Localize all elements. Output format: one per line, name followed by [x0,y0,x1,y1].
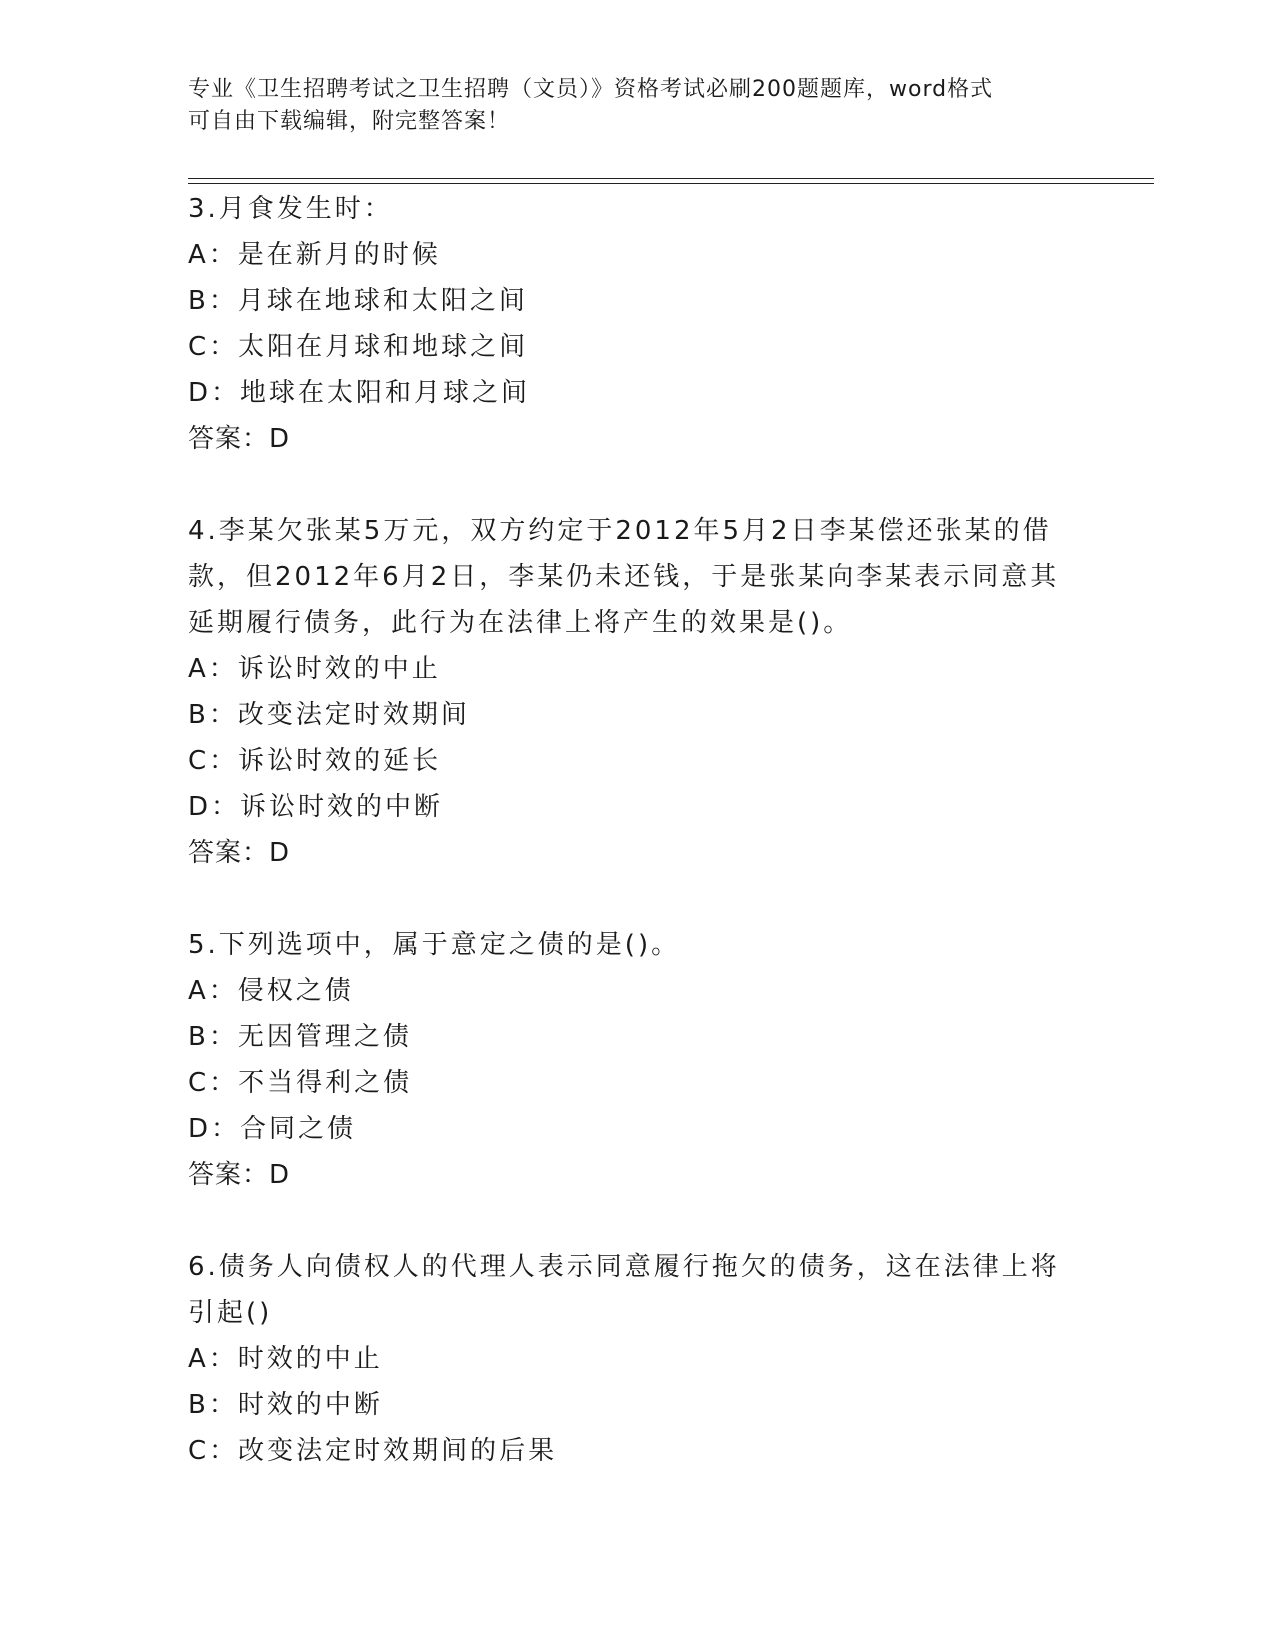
option-c: C：太阳在月球和地球之间 [188,332,529,362]
option-b: B：月球在地球和太阳之间 [188,286,528,316]
option-c: C：诉讼时效的延长 [188,746,442,776]
option-b: B：改变法定时效期间 [188,700,470,730]
option-d: D：地球在太阳和月球之间 [188,378,531,408]
option-d: D：诉讼时效的中断 [188,792,444,822]
answer: 答案：D [188,1160,291,1190]
document-header [188,74,1088,138]
header-line-2: 可自由下载编辑，附完整答案！ [188,109,511,134]
question-3 [188,186,1088,462]
question-4 [188,508,1088,876]
option-c: C：改变法定时效期间的后果 [188,1436,558,1466]
header-divider-top [188,178,1154,179]
question-text-line-2: 款，但2012年6月2日，李某仍未还钱，于是张某向李某表示同意其 [188,562,1060,592]
option-a: A：诉讼时效的中止 [188,654,441,684]
header-divider-bottom [188,183,1154,184]
question-6 [188,1244,1088,1474]
option-a: A：侵权之债 [188,976,354,1006]
question-text-line-3: 延期履行债务，此行为在法律上将产生的效果是()。 [188,608,853,638]
answer: 答案：D [188,838,291,868]
question-list [188,186,1088,1474]
option-c: C：不当得利之债 [188,1068,413,1098]
question-text: 5.下列选项中，属于意定之债的是()。 [188,930,681,960]
option-a: A：时效的中止 [188,1344,383,1374]
option-b: B：时效的中断 [188,1390,383,1420]
option-a: A：是在新月的时候 [188,240,441,270]
question-text-line-1: 4.李某欠张某5万元，双方约定于2012年5月2日李某偿还张某的借 [188,516,1052,546]
question-text: 3.月食发生时： [188,194,393,224]
question-5 [188,922,1088,1198]
answer: 答案：D [188,424,291,454]
option-b: B：无因管理之债 [188,1022,412,1052]
question-text-line-1: 6.债务人向债权人的代理人表示同意履行拖欠的债务，这在法律上将 [188,1252,1060,1282]
header-line-1: 专业《卫生招聘考试之卫生招聘（文员）》资格考试必刷200题题库，word格式 [188,77,994,102]
question-text-line-2: 引起() [188,1298,273,1328]
option-d: D：合同之债 [188,1114,357,1144]
